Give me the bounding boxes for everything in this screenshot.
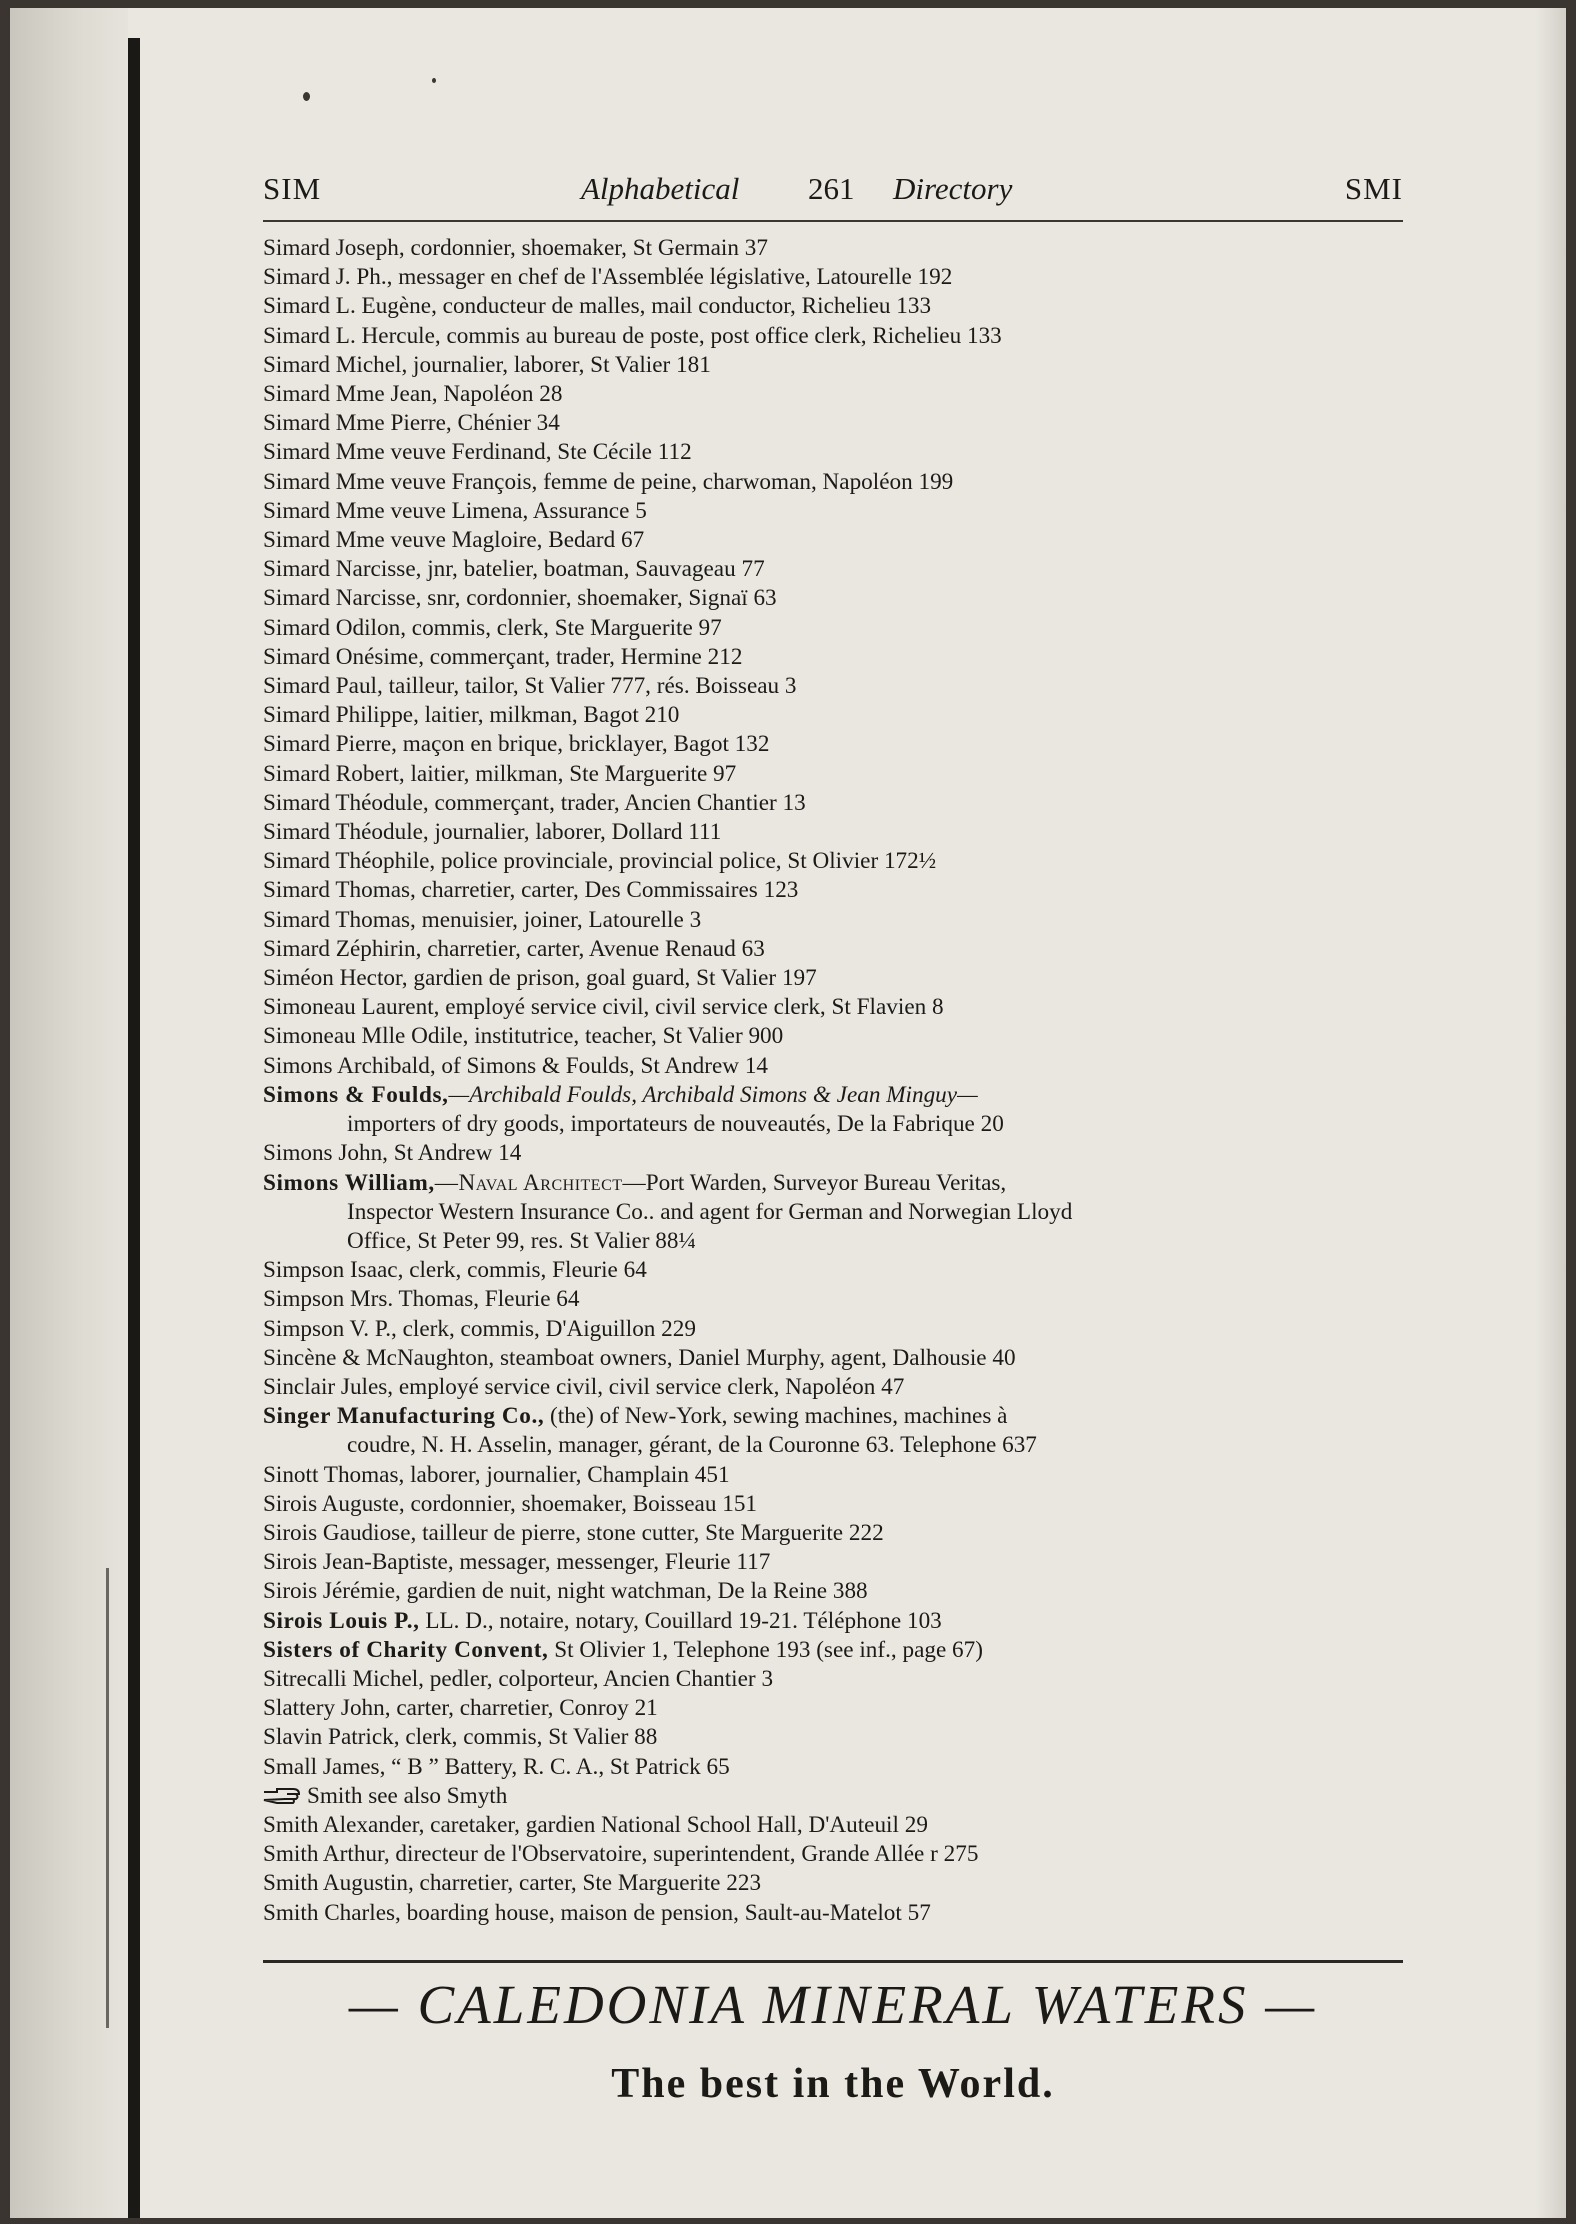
entry-text: Smith Arthur, directeur de l'Observatoire, superintendent, Grande Allée r 275 (263, 1841, 979, 1868)
directory-entry (263, 1402, 1403, 1431)
directory-entry (263, 1723, 1403, 1752)
directory-entry (263, 409, 1403, 438)
entry-text: Simard Mme Jean, Napoléon 28 (263, 381, 563, 408)
directory-entry (263, 322, 1403, 351)
directory-entry (263, 1139, 1403, 1168)
directory-entry (263, 1665, 1403, 1694)
entry-text: Simard Narcisse, jnr, batelier, boatman, Sauvageau 77 (263, 556, 765, 583)
entry-text: Simard L. Eugène, conducteur de malles, mail conductor, Richelieu 133 (263, 293, 932, 320)
entry-text: Simard Michel, journalier, laborer, St Valier 181 (263, 351, 711, 378)
directory-entry (263, 555, 1403, 584)
entry-text: —Port Warden, Surveyor Bureau Veritas, (622, 1169, 1007, 1196)
entry-text: Siméon Hector, gardien de prison, goal guard, St Valier 197 (263, 965, 817, 992)
directory-entry (263, 1490, 1403, 1519)
entry-bold-name: Sisters of Charity Convent, (263, 1636, 549, 1663)
entry-text: Office, St Peter 99, res. St Valier 88¼ (347, 1227, 696, 1254)
advertisement-subtitle: The best in the World. (611, 2061, 1055, 2107)
directory-entry (263, 1811, 1403, 1840)
entry-text: Simoneau Mlle Odile, institutrice, teacher, St Valier 900 (263, 1023, 784, 1050)
entry-text: Simard Théodule, journalier, laborer, Dollard 111 (263, 819, 722, 846)
directory-entry (263, 643, 1403, 672)
directory-entry (263, 1052, 1403, 1081)
entry-text: Simard Robert, laitier, milkman, Ste Marguerite 97 (263, 760, 737, 787)
entry-text: Simard Onésime, commerçant, trader, Hermine 212 (263, 643, 743, 670)
directory-entry (263, 1081, 1403, 1110)
entry-text: Simpson V. P., clerk, commis, D'Aiguillon 229 (263, 1315, 696, 1342)
directory-entry (263, 847, 1403, 876)
entry-text: Simons John, St Andrew 14 (263, 1140, 522, 1167)
entry-text: importers of dry goods, importateurs de nouveautés, De la Fabrique 20 (347, 1111, 1004, 1138)
directory-entry (263, 351, 1403, 380)
directory-entry (263, 906, 1403, 935)
directory-entry (263, 1110, 1403, 1139)
entry-text: Simons Archibald, of Simons & Foulds, St Andrew 14 (263, 1052, 769, 1079)
directory-entry (263, 1840, 1403, 1869)
entry-text: Sirois Jean-Baptiste, messager, messenger, Fleurie 117 (263, 1549, 771, 1576)
page-number: 261 (808, 171, 855, 206)
entry-text: Simard Philippe, laitier, milkman, Bagot 210 (263, 702, 680, 729)
entry-text: Sirois Jérémie, gardien de nuit, night watchman, De la Reine 388 (263, 1578, 868, 1605)
entry-text: Simpson Isaac, clerk, commis, Fleurie 64 (263, 1257, 647, 1284)
directory-entry (263, 701, 1403, 730)
directory-entry (263, 964, 1403, 993)
directory-entry (263, 935, 1403, 964)
entry-text: Smith Alexander, caretaker, gardien National School Hall, D'Auteuil 29 (263, 1811, 928, 1838)
directory-entry (263, 263, 1403, 292)
entry-text: Sirois Auguste, cordonnier, shoemaker, Boisseau 151 (263, 1490, 758, 1517)
directory-entry (263, 1227, 1403, 1256)
entry-text: Small James, “ B ” Battery, R. C. A., St Patrick 65 (263, 1753, 730, 1780)
directory-entry (263, 1899, 1403, 1928)
directory-entry (263, 1577, 1403, 1606)
directory-entry (263, 584, 1403, 613)
header-title-directory: Directory (893, 171, 1013, 206)
directory-entry (263, 1315, 1403, 1344)
entry-text: Simard Paul, tailleur, tailor, St Valier 777, rés. Boisseau 3 (263, 673, 797, 700)
advertisement-rule (263, 1960, 1403, 1963)
directory-entry (263, 1607, 1403, 1636)
ink-spot (432, 78, 436, 83)
entry-italic-text: —Archibald Foulds, Archibald Simons & Jean Minguy— (448, 1081, 978, 1108)
entry-text: Simard Mme veuve François, femme de peine, charwoman, Napoléon 199 (263, 468, 954, 495)
directory-entry (263, 1519, 1403, 1548)
directory-entry (263, 497, 1403, 526)
directory-entry (263, 993, 1403, 1022)
entry-text: (the) of New-York, sewing machines, machines à (544, 1403, 1008, 1430)
directory-entry (263, 730, 1403, 759)
directory-entry (263, 1169, 1403, 1198)
entry-text: Smith Charles, boarding house, maison de pension, Sault-au-Matelot 57 (263, 1899, 931, 1926)
directory-entry (263, 292, 1403, 321)
directory-entry (263, 1461, 1403, 1490)
directory-entry (263, 1636, 1403, 1665)
binding-spine (128, 38, 140, 2218)
directory-entry (263, 234, 1403, 263)
directory-entry (263, 526, 1403, 555)
entry-smallcaps-text: —Naval Architect (434, 1169, 623, 1196)
directory-entry (263, 438, 1403, 467)
entry-text: Simard Odilon, commis, clerk, Ste Marguerite 97 (263, 614, 722, 641)
entry-text: Simard Narcisse, snr, cordonnier, shoemaker, Signaï 63 (263, 585, 777, 612)
directory-entry (263, 789, 1403, 818)
page-edge (1536, 8, 1566, 2218)
directory-entries (263, 234, 1403, 1928)
entry-text: Simoneau Laurent, employé service civil, civil service clerk, St Flavien 8 (263, 994, 944, 1021)
directory-entry (263, 1694, 1403, 1723)
entry-text: Smith see also Smyth (307, 1782, 508, 1809)
directory-entry (263, 760, 1403, 789)
entry-text: coudre, N. H. Asselin, manager, gérant, de la Couronne 63. Telephone 637 (347, 1432, 1037, 1459)
directory-entry (263, 1431, 1403, 1460)
entry-text: Simard J. Ph., messager en chef de l'Assemblée législative, Latourelle 192 (263, 264, 953, 291)
directory-entry (263, 1782, 1403, 1811)
directory-entry (263, 1869, 1403, 1898)
entry-bold-name: Simons & Foulds, (263, 1081, 449, 1108)
advertisement-title: — CALEDONIA MINERAL WATERS — (348, 1974, 1318, 2035)
entry-bold-name: Simons William, (263, 1169, 435, 1196)
entry-text: Simpson Mrs. Thomas, Fleurie 64 (263, 1286, 580, 1313)
directory-entry (263, 614, 1403, 643)
entry-bold-name: Singer Manufacturing Co., (263, 1403, 545, 1430)
directory-entry (263, 1753, 1403, 1782)
entry-text: Sincène & McNaughton, steamboat owners, Daniel Murphy, agent, Dalhousie 40 (263, 1344, 1016, 1371)
directory-entry (263, 672, 1403, 701)
entry-text: Simard Mme veuve Ferdinand, Ste Cécile 112 (263, 439, 692, 466)
entry-text: Sinott Thomas, laborer, journalier, Champlain 451 (263, 1461, 730, 1488)
entry-text: Simard Théodule, commerçant, trader, Ancien Chantier 13 (263, 789, 806, 816)
directory-page (10, 8, 1566, 2218)
directory-entry (263, 1022, 1403, 1051)
entry-text: Inspector Western Insurance Co.. and agent for German and Norwegian Lloyd (347, 1198, 1073, 1225)
entry-text: LL. D., notaire, notary, Couillard 19-21. Téléphone 103 (419, 1607, 942, 1634)
directory-entry (263, 1198, 1403, 1227)
entry-text: Simard Thomas, menuisier, joiner, Latourelle 3 (263, 906, 702, 933)
entry-text: Slattery John, carter, charretier, Conroy 21 (263, 1695, 658, 1722)
header-left: SIM (263, 171, 322, 206)
entry-text: Smith Augustin, charretier, carter, Ste Marguerite 223 (263, 1870, 762, 1897)
binding-thread (106, 1568, 127, 2028)
entry-text: Simard Mme veuve Limena, Assurance 5 (263, 497, 647, 524)
entry-text: Sitrecalli Michel, pedler, colporteur, Ancien Chantier 3 (263, 1665, 774, 1692)
directory-entry (263, 1373, 1403, 1402)
entry-text: Sinclair Jules, employé service civil, civil service clerk, Napoléon 47 (263, 1373, 905, 1400)
entry-text: Simard Thomas, charretier, carter, Des Commissaires 123 (263, 877, 799, 904)
entry-bold-name: Sirois Louis P., (263, 1607, 420, 1634)
entry-text: Slavin Patrick, clerk, commis, St Valier 88 (263, 1724, 658, 1751)
entry-text: Simard L. Hercule, commis au bureau de poste, post office clerk, Richelieu 133 (263, 322, 1002, 349)
entry-text: Simard Zéphirin, charretier, carter, Avenue Renaud 63 (263, 935, 765, 962)
directory-entry (263, 380, 1403, 409)
entry-text: St Olivier 1, Telephone 193 (see inf., page 67) (548, 1636, 983, 1663)
directory-entry (263, 1548, 1403, 1577)
directory-entry (263, 818, 1403, 847)
directory-entry (263, 1285, 1403, 1314)
header-title-alphabetical: Alphabetical (581, 171, 740, 206)
entry-text: Simard Théophile, police provinciale, provincial police, St Olivier 172½ (263, 848, 937, 875)
header-rule (263, 220, 1403, 222)
header-right: SMI (1344, 171, 1403, 206)
entry-text: Simard Joseph, cordonnier, shoemaker, St Germain 37 (263, 235, 768, 261)
page-header (263, 163, 1403, 215)
directory-entry (263, 1256, 1403, 1285)
entry-text: Simard Pierre, maçon en brique, bricklayer, Bagot 132 (263, 731, 770, 758)
entry-text: Sirois Gaudiose, tailleur de pierre, stone cutter, Ste Marguerite 222 (263, 1519, 884, 1546)
ink-spot (303, 92, 310, 101)
directory-entry (263, 1344, 1403, 1373)
pointing-hand-icon (263, 1785, 301, 1805)
directory-entry (263, 876, 1403, 905)
directory-entry (263, 468, 1403, 497)
entry-text: Simard Mme Pierre, Chénier 34 (263, 410, 560, 437)
entry-text: Simard Mme veuve Magloire, Bedard 67 (263, 527, 645, 554)
